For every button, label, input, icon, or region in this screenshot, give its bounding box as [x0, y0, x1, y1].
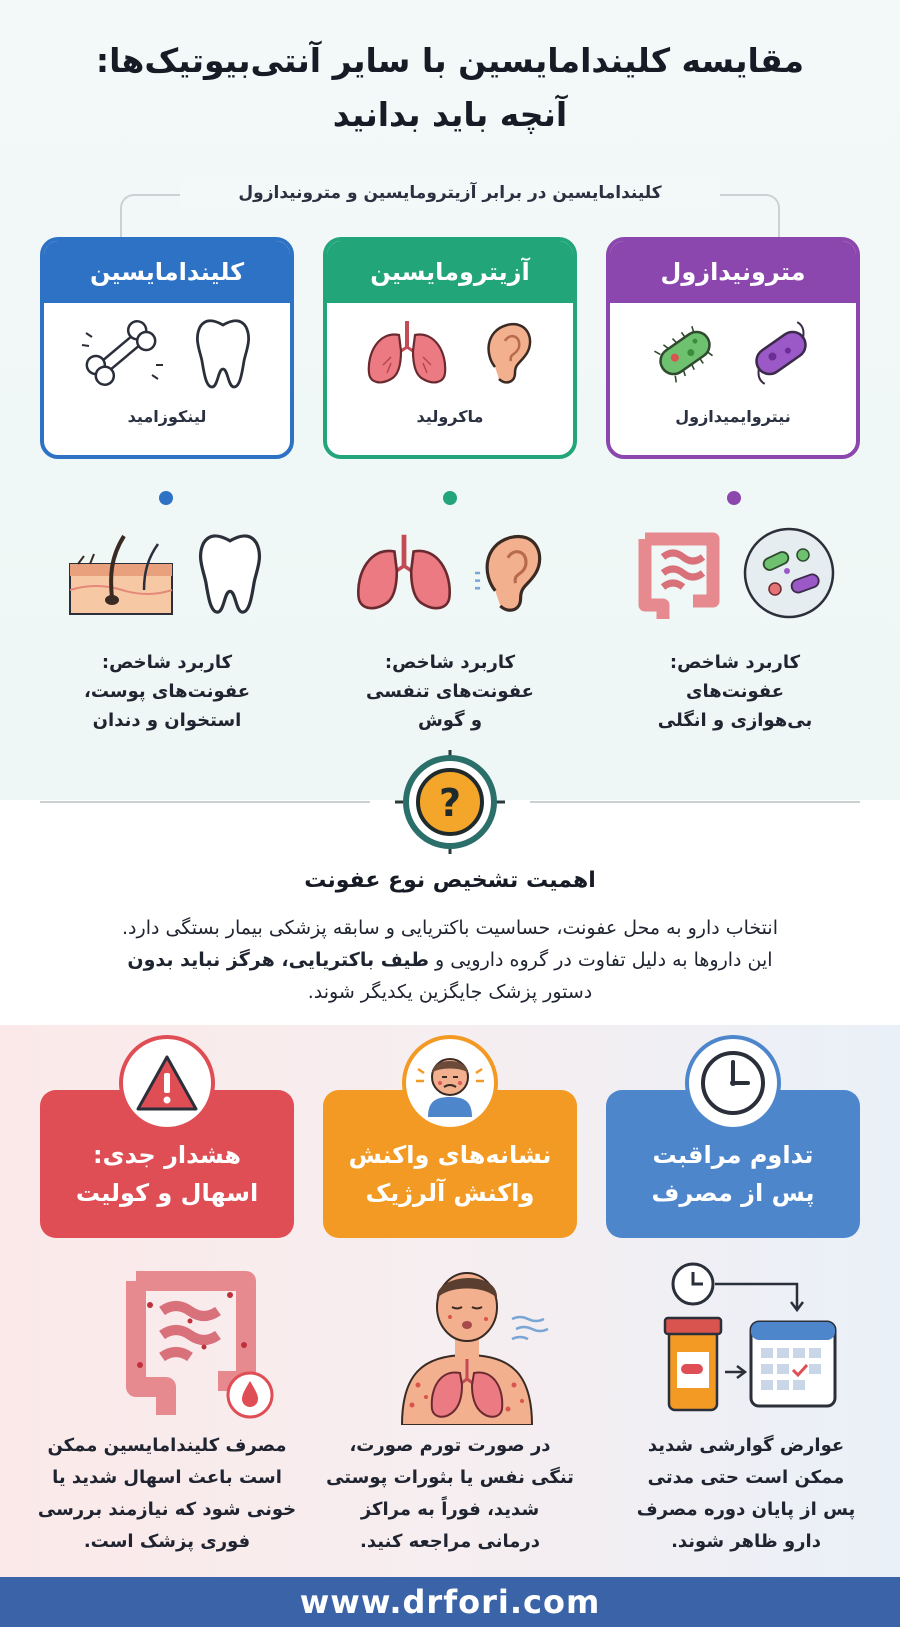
colitis-text-line: فوری پزشک است.: [83, 1531, 251, 1552]
colitis-text-line: مصرف کلیندامایسین ممکن: [47, 1435, 287, 1456]
use-line: بی‌هوازی و انگلی: [657, 710, 813, 731]
bacteria-icon: [650, 318, 720, 392]
aftercare-text: [616, 1430, 876, 1558]
website-link[interactable]: www.drfori.com: [299, 1583, 601, 1621]
tooth-icon: [192, 527, 268, 623]
warning-icon: [119, 1035, 215, 1131]
footer-bar: [0, 1577, 900, 1627]
colitis-text: [37, 1430, 297, 1558]
aftercare-text-line: دارو ظاهر شوند.: [671, 1531, 821, 1552]
lungs-icon: [361, 317, 453, 393]
azithromycin-illustration: [335, 520, 565, 630]
clindamycin-class: لینکوزامید: [127, 407, 207, 426]
metronidazole-use: [620, 648, 850, 735]
skin-hair-icon: [66, 528, 176, 622]
azithromycin-card-title: آزیترومایسین: [327, 241, 573, 303]
page-title-line1: مقایسه کلیندامایسین با سایر آنتی‌بیوتیک‌ها:: [95, 41, 805, 80]
aftercare-title-line2: پس از مصرف: [651, 1179, 815, 1207]
colitis-title-line2: اسهال و کولیت: [75, 1179, 259, 1207]
use-label: کاربرد شاخص:: [384, 652, 516, 673]
metronidazole-dot: [727, 491, 741, 505]
intestine-icon: [633, 523, 725, 627]
use-line: عفونت‌های تنفسی: [366, 681, 534, 702]
metronidazole-card-title: مترونیدازول: [610, 241, 856, 303]
allergy-text: [320, 1430, 580, 1558]
lungs-icon: [349, 528, 459, 622]
azithromycin-use: [335, 648, 565, 735]
azithromycin-card: [323, 237, 577, 459]
use-line: و گوش: [417, 710, 483, 731]
use-label: کاربرد شاخص:: [101, 652, 233, 673]
allergy-text-line: درمانی مراجعه کنید.: [360, 1531, 540, 1552]
allergy-title-line1: نشانه‌های واکنش: [348, 1141, 552, 1169]
bacteria-icon: [746, 318, 816, 392]
use-line: استخوان و دندان: [92, 710, 242, 731]
bacteria-culture-icon: [741, 525, 837, 625]
page-title-line2: آنچه باید بدانید: [332, 95, 568, 134]
azithromycin-icons: [327, 303, 573, 407]
allergy-text-line: در صورت تورم صورت،: [349, 1435, 551, 1456]
clindamycin-use: [52, 648, 282, 735]
allergy-illustration: [352, 1255, 582, 1425]
azithromycin-class: ماکرولید: [416, 407, 484, 426]
divider-right: [530, 801, 860, 803]
tooth-icon: [190, 313, 256, 397]
colitis-illustration: [80, 1255, 310, 1425]
importance-line-part: این داروها به دلیل تفاوت در گروه دارویی و: [429, 949, 773, 971]
importance-text: [60, 912, 840, 1008]
azithromycin-dot: [443, 491, 457, 505]
metronidazole-illustration: [620, 520, 850, 630]
bone-icon: [78, 313, 164, 397]
allergy-text-line: شدید، فوراً به مراکز: [360, 1499, 540, 1520]
clindamycin-icons: [44, 303, 290, 407]
metronidazole-class: نیتروایمیدازول: [675, 407, 791, 426]
importance-line: دستور پزشک جایگزین یکدیگر شوند.: [307, 981, 593, 1003]
allergy-text-line: تنگی نفس یا بثورات پوستی: [326, 1467, 574, 1488]
colitis-text-line: است باعث اسهال شدید یا: [52, 1467, 282, 1488]
importance-line: انتخاب دارو به محل عفونت، حساسیت باکتریایی و سابقه پزشکی بیمار بستگی دارد.: [122, 917, 778, 939]
importance-line: [60, 944, 840, 976]
aftercare-text-line: عوارض گوارشی شدید: [647, 1435, 845, 1456]
svg-text:?: ?: [438, 781, 462, 825]
ear-icon: [475, 527, 551, 623]
clindamycin-illustration: [52, 520, 282, 630]
metronidazole-icons: [610, 303, 856, 407]
clindamycin-card-title: کلیندامایسین: [44, 241, 290, 303]
use-line: عفونت‌های: [685, 681, 785, 702]
clindamycin-dot: [159, 491, 173, 505]
aftercare-text-line: ممکن است حتی مدتی: [647, 1467, 845, 1488]
allergy-title-line2: واکنش آلرژیک: [365, 1179, 535, 1207]
use-line: عفونت‌های پوست،: [84, 681, 250, 702]
aftercare-text-line: پس از پایان دوره مصرف: [636, 1499, 856, 1520]
use-label: کاربرد شاخص:: [669, 652, 801, 673]
question-target-icon: [395, 750, 505, 854]
divider-left: [40, 801, 370, 803]
importance-title: اهمیت تشخیص نوع عفونت: [304, 868, 596, 893]
ear-icon: [479, 317, 539, 393]
aftercare-title-line1: تداوم مراقبت: [652, 1141, 814, 1169]
metronidazole-card: [606, 237, 860, 459]
allergic-face-icon: [402, 1035, 498, 1131]
importance-emphasis: طیف باکتریایی، هرگز نباید بدون: [127, 949, 430, 971]
aftercare-illustration: [632, 1255, 862, 1425]
comparison-subtitle: کلیندامایسین در برابر آزیترومایسین و مترونیدازول: [180, 178, 720, 208]
clindamycin-card: [40, 237, 294, 459]
clock-icon: [685, 1035, 781, 1131]
colitis-text-line: خونی شود که نیازمند بررسی: [37, 1499, 297, 1520]
colitis-title-line1: هشدار جدی:: [92, 1141, 242, 1169]
